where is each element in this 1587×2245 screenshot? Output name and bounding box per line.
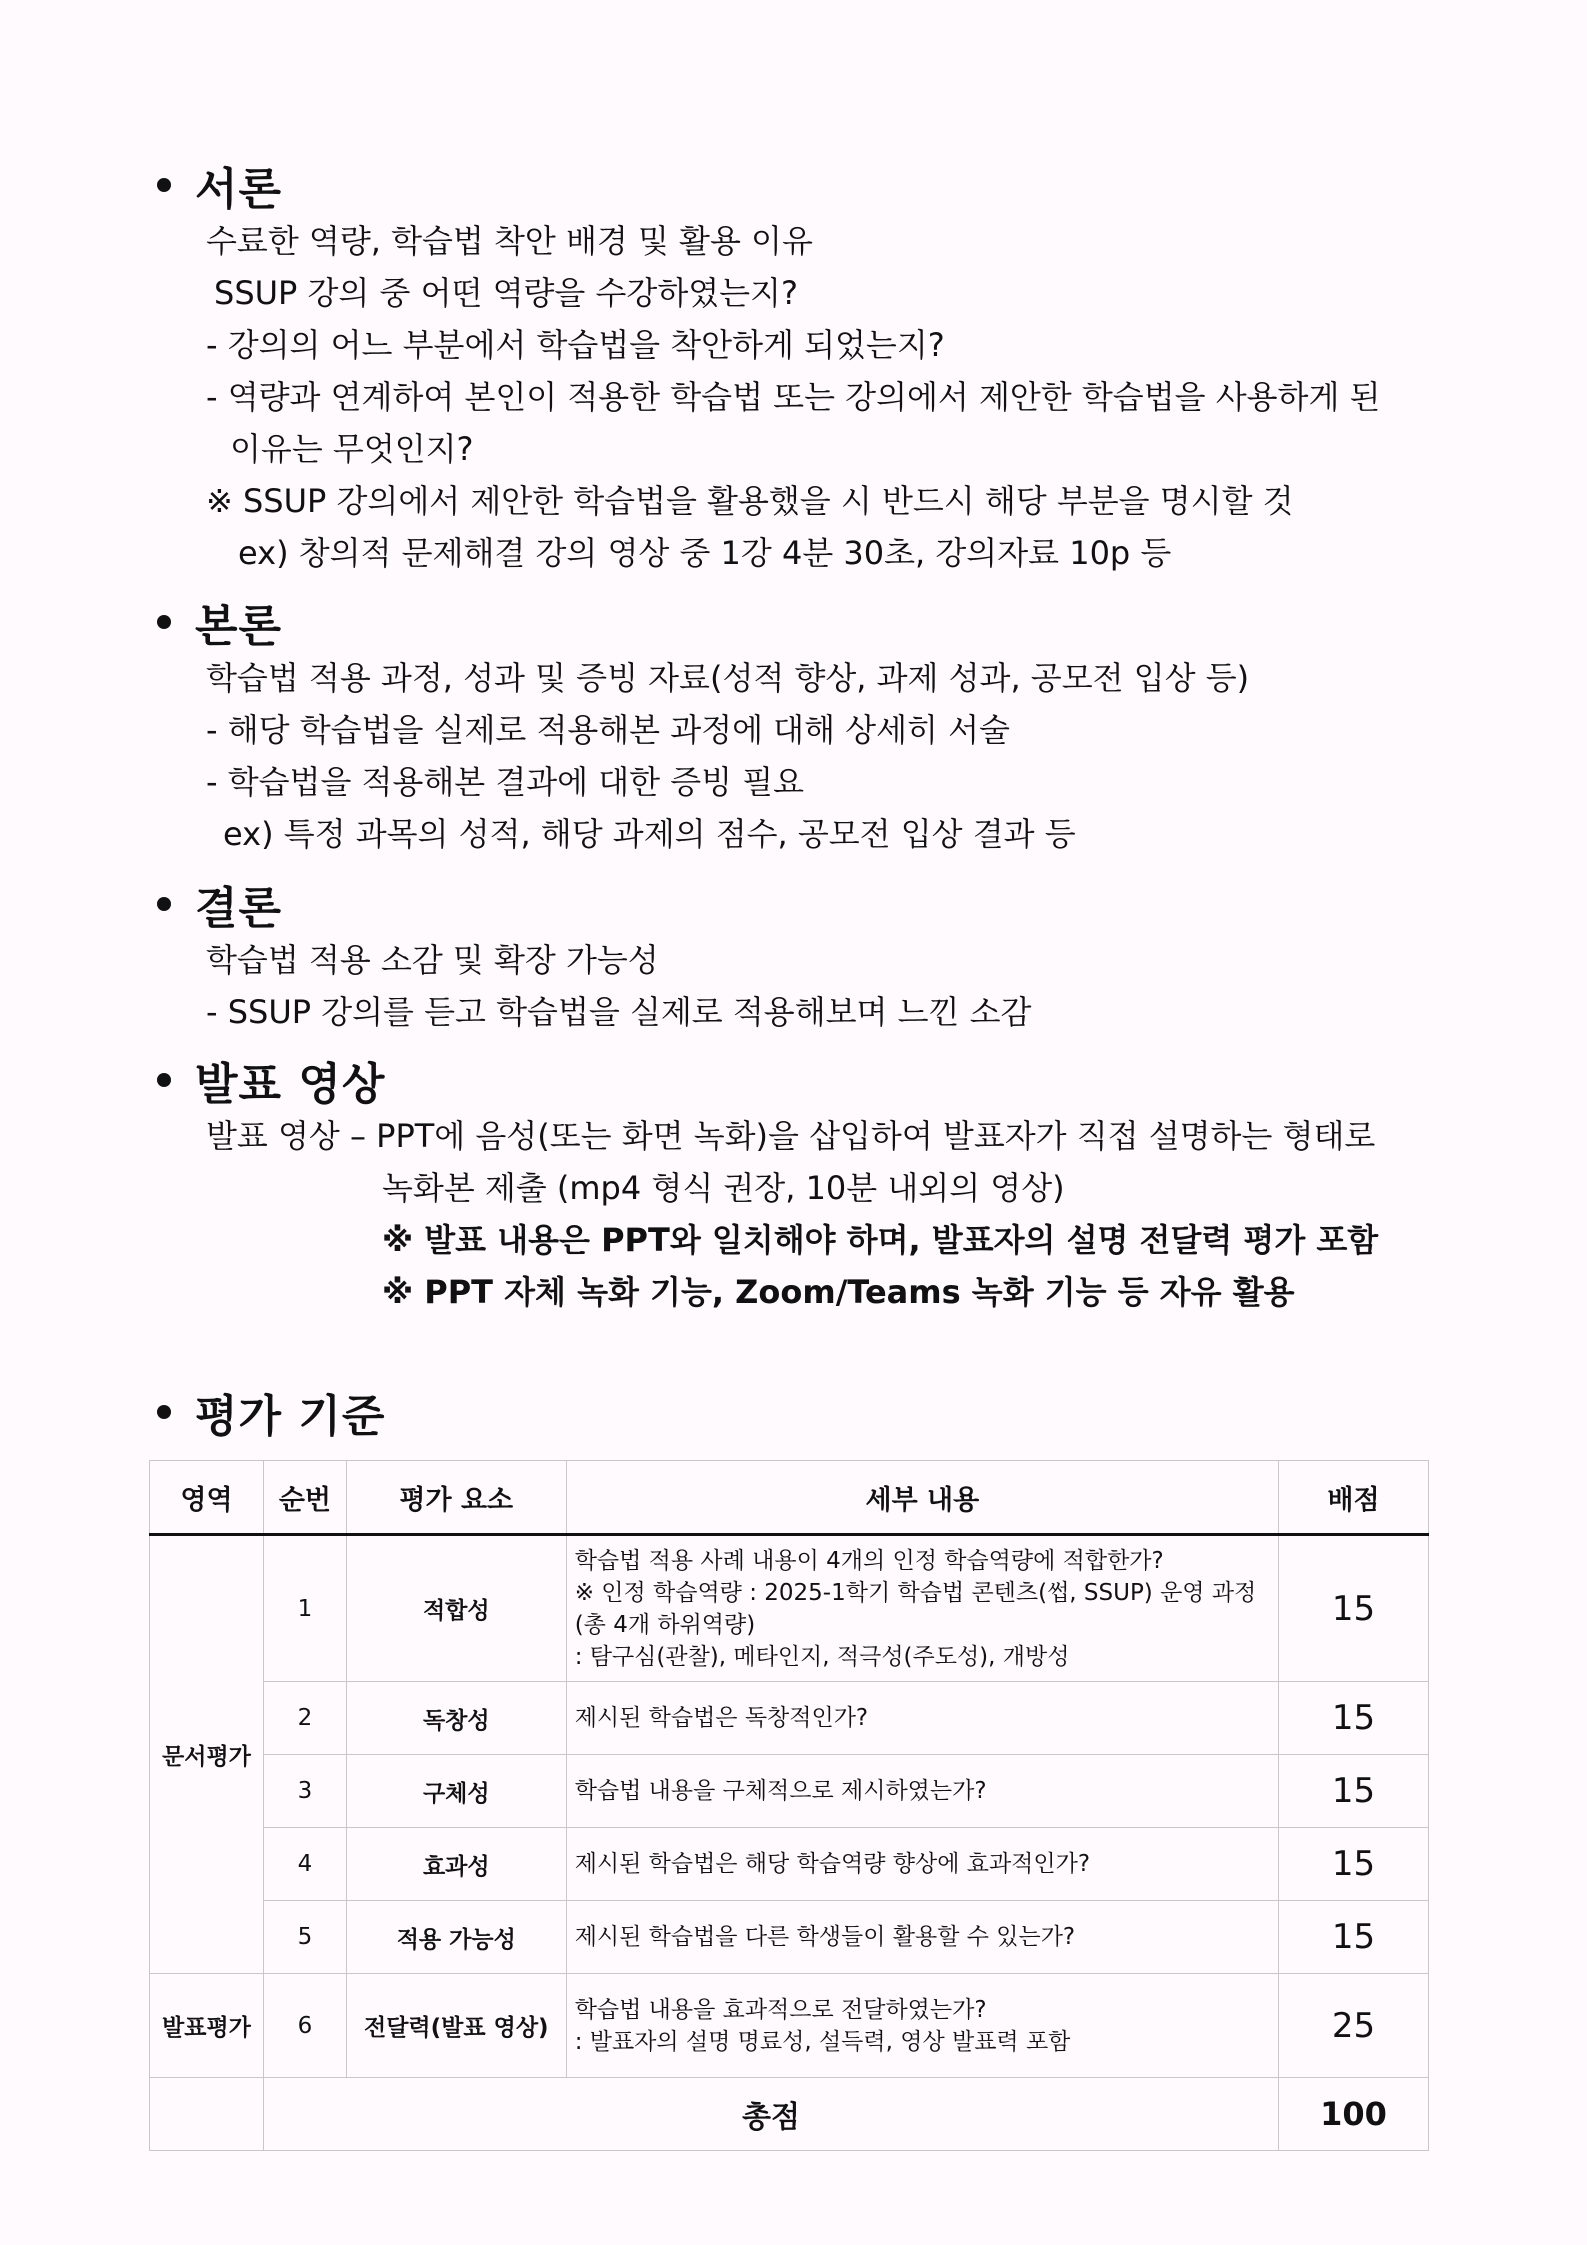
table-row <box>150 1901 1429 1974</box>
header-number: 순번 <box>263 1461 346 1535</box>
intro-line: ex) 창의적 문제해결 강의 영상 중 1강 4분 30초, 강의자료 10p 등 <box>238 534 1172 572</box>
number-cell: 5 <box>263 1901 346 1974</box>
header-score: 배점 <box>1279 1461 1429 1535</box>
area-cell: 문서평가 <box>150 1535 264 1974</box>
intro-line: - 역량과 연계하여 본인이 적용한 학습법 또는 강의에서 제안한 학습법을 사용하게 된 <box>206 378 1381 416</box>
detail-line: : 발표자의 설명 명료성, 설득력, 영상 발표력 포함 <box>574 2028 1071 2055</box>
header-area: 영역 <box>150 1461 264 1535</box>
body-heading <box>157 592 1249 652</box>
detail-line: (총 4개 하위역량) <box>574 1611 756 1638</box>
table-row <box>150 1535 1429 1682</box>
conclusion-heading <box>157 874 1031 934</box>
presentation-section <box>157 1050 1378 1318</box>
detail-cell: 제시된 학습법은 해당 학습역량 향상에 효과적인가? <box>566 1828 1278 1901</box>
criteria-heading <box>157 1382 385 1442</box>
bullet-icon <box>157 1405 171 1419</box>
intro-line: ※ SSUP 강의에서 제안한 학습법을 활용했을 시 반드시 해당 부분을 명시할 것 <box>206 482 1294 520</box>
table-header-row <box>150 1461 1429 1535</box>
conclusion-line: 학습법 적용 소감 및 확장 가능성 <box>206 941 659 979</box>
score-cell: 15 <box>1279 1828 1429 1901</box>
table-row <box>150 1755 1429 1828</box>
detail-cell: 제시된 학습법은 독창적인가? <box>566 1682 1278 1755</box>
criteria-table <box>149 1460 1429 2151</box>
detail-line: 학습법 내용을 효과적으로 전달하였는가? <box>574 1996 987 2023</box>
bullet-icon <box>157 178 171 192</box>
total-label: 총점 <box>263 2078 1278 2151</box>
criteria-title: 평가 기준 <box>195 1391 386 1442</box>
empty-cell <box>150 2078 264 2151</box>
body-title: 본론 <box>195 601 283 652</box>
intro-line: 수료한 역량, 학습법 착안 배경 및 활용 이유 <box>206 222 813 260</box>
table-row <box>150 1828 1429 1901</box>
bullet-icon <box>157 615 171 629</box>
detail-cell: 학습법 내용을 구체적으로 제시하였는가? <box>566 1755 1278 1828</box>
detail-line: : 탐구심(관찰), 메타인지, 적극성(주도성), 개방성 <box>574 1643 1070 1670</box>
intro-section <box>157 155 1380 579</box>
header-detail: 세부 내용 <box>566 1461 1278 1535</box>
detail-line: 학습법 적용 사례 내용이 4개의 인정 학습역량에 적합한가? <box>574 1547 1164 1574</box>
total-row <box>150 2078 1429 2151</box>
body-line: - 해당 학습법을 실제로 적용해본 과정에 대해 상세히 서술 <box>206 711 1010 749</box>
area-cell: 발표평가 <box>150 1974 264 2078</box>
element-cell: 적용 가능성 <box>346 1901 566 1974</box>
score-cell: 15 <box>1279 1535 1429 1682</box>
detail-cell <box>566 1974 1278 2078</box>
element-cell: 독창성 <box>346 1682 566 1755</box>
body-line: ex) 특정 과목의 성적, 해당 과제의 점수, 공모전 입상 결과 등 <box>223 815 1076 853</box>
intro-line: 이유는 무엇인지? <box>230 430 474 468</box>
bullet-icon <box>157 897 171 911</box>
number-cell: 3 <box>263 1755 346 1828</box>
number-cell: 6 <box>263 1974 346 2078</box>
intro-heading <box>157 155 1380 215</box>
presentation-line: 발표 영상 – PPT에 음성(또는 화면 녹화)을 삽입하여 발표자가 직접 설명하는 형태로 <box>206 1117 1376 1155</box>
score-cell: 25 <box>1279 1974 1429 2078</box>
score-cell: 15 <box>1279 1755 1429 1828</box>
element-cell: 효과성 <box>346 1828 566 1901</box>
score-cell: 15 <box>1279 1682 1429 1755</box>
score-cell: 15 <box>1279 1901 1429 1974</box>
number-cell: 1 <box>263 1535 346 1682</box>
element-cell: 전달력(발표 영상) <box>346 1974 566 2078</box>
detail-cell <box>566 1535 1278 1682</box>
criteria-section <box>157 1382 385 1442</box>
element-cell: 구체성 <box>346 1755 566 1828</box>
number-cell: 2 <box>263 1682 346 1755</box>
header-element: 평가 요소 <box>346 1461 566 1535</box>
number-cell: 4 <box>263 1828 346 1901</box>
presentation-line: 녹화본 제출 (mp4 형식 권장, 10분 내외의 영상) <box>382 1169 1065 1207</box>
presentation-heading <box>157 1050 1378 1110</box>
bullet-icon <box>157 1073 171 1087</box>
total-score: 100 <box>1279 2078 1429 2151</box>
body-line: 학습법 적용 과정, 성과 및 증빙 자료(성적 향상, 과제 성과, 공모전 입상 등) <box>206 659 1250 697</box>
element-cell: 적합성 <box>346 1535 566 1682</box>
conclusion-section <box>157 874 1031 1038</box>
presentation-title: 발표 영상 <box>195 1059 386 1110</box>
table-row <box>150 1682 1429 1755</box>
presentation-note: ※ PPT 자체 녹화 기능, Zoom/Teams 녹화 기능 등 자유 활용 <box>382 1273 1295 1311</box>
intro-title: 서론 <box>195 164 283 215</box>
presentation-note: ※ 발표 내용은 PPT와 일치해야 하며, 발표자의 설명 전달력 평가 포함 <box>382 1221 1379 1259</box>
intro-line: SSUP 강의 중 어떤 역량을 수강하였는지? <box>214 274 798 312</box>
intro-line: - 강의의 어느 부분에서 학습법을 착안하게 되었는지? <box>206 326 945 364</box>
conclusion-title: 결론 <box>195 883 283 934</box>
conclusion-line: - SSUP 강의를 듣고 학습법을 실제로 적용해보며 느낀 소감 <box>206 993 1032 1031</box>
detail-line: ※ 인정 학습역량 : 2025-1학기 학습법 콘텐츠(썹, SSUP) 운영 과정 <box>574 1579 1257 1606</box>
body-section <box>157 592 1249 860</box>
detail-cell: 제시된 학습법을 다른 학생들이 활용할 수 있는가? <box>566 1901 1278 1974</box>
body-line: - 학습법을 적용해본 결과에 대한 증빙 필요 <box>206 763 805 801</box>
table-row <box>150 1974 1429 2078</box>
